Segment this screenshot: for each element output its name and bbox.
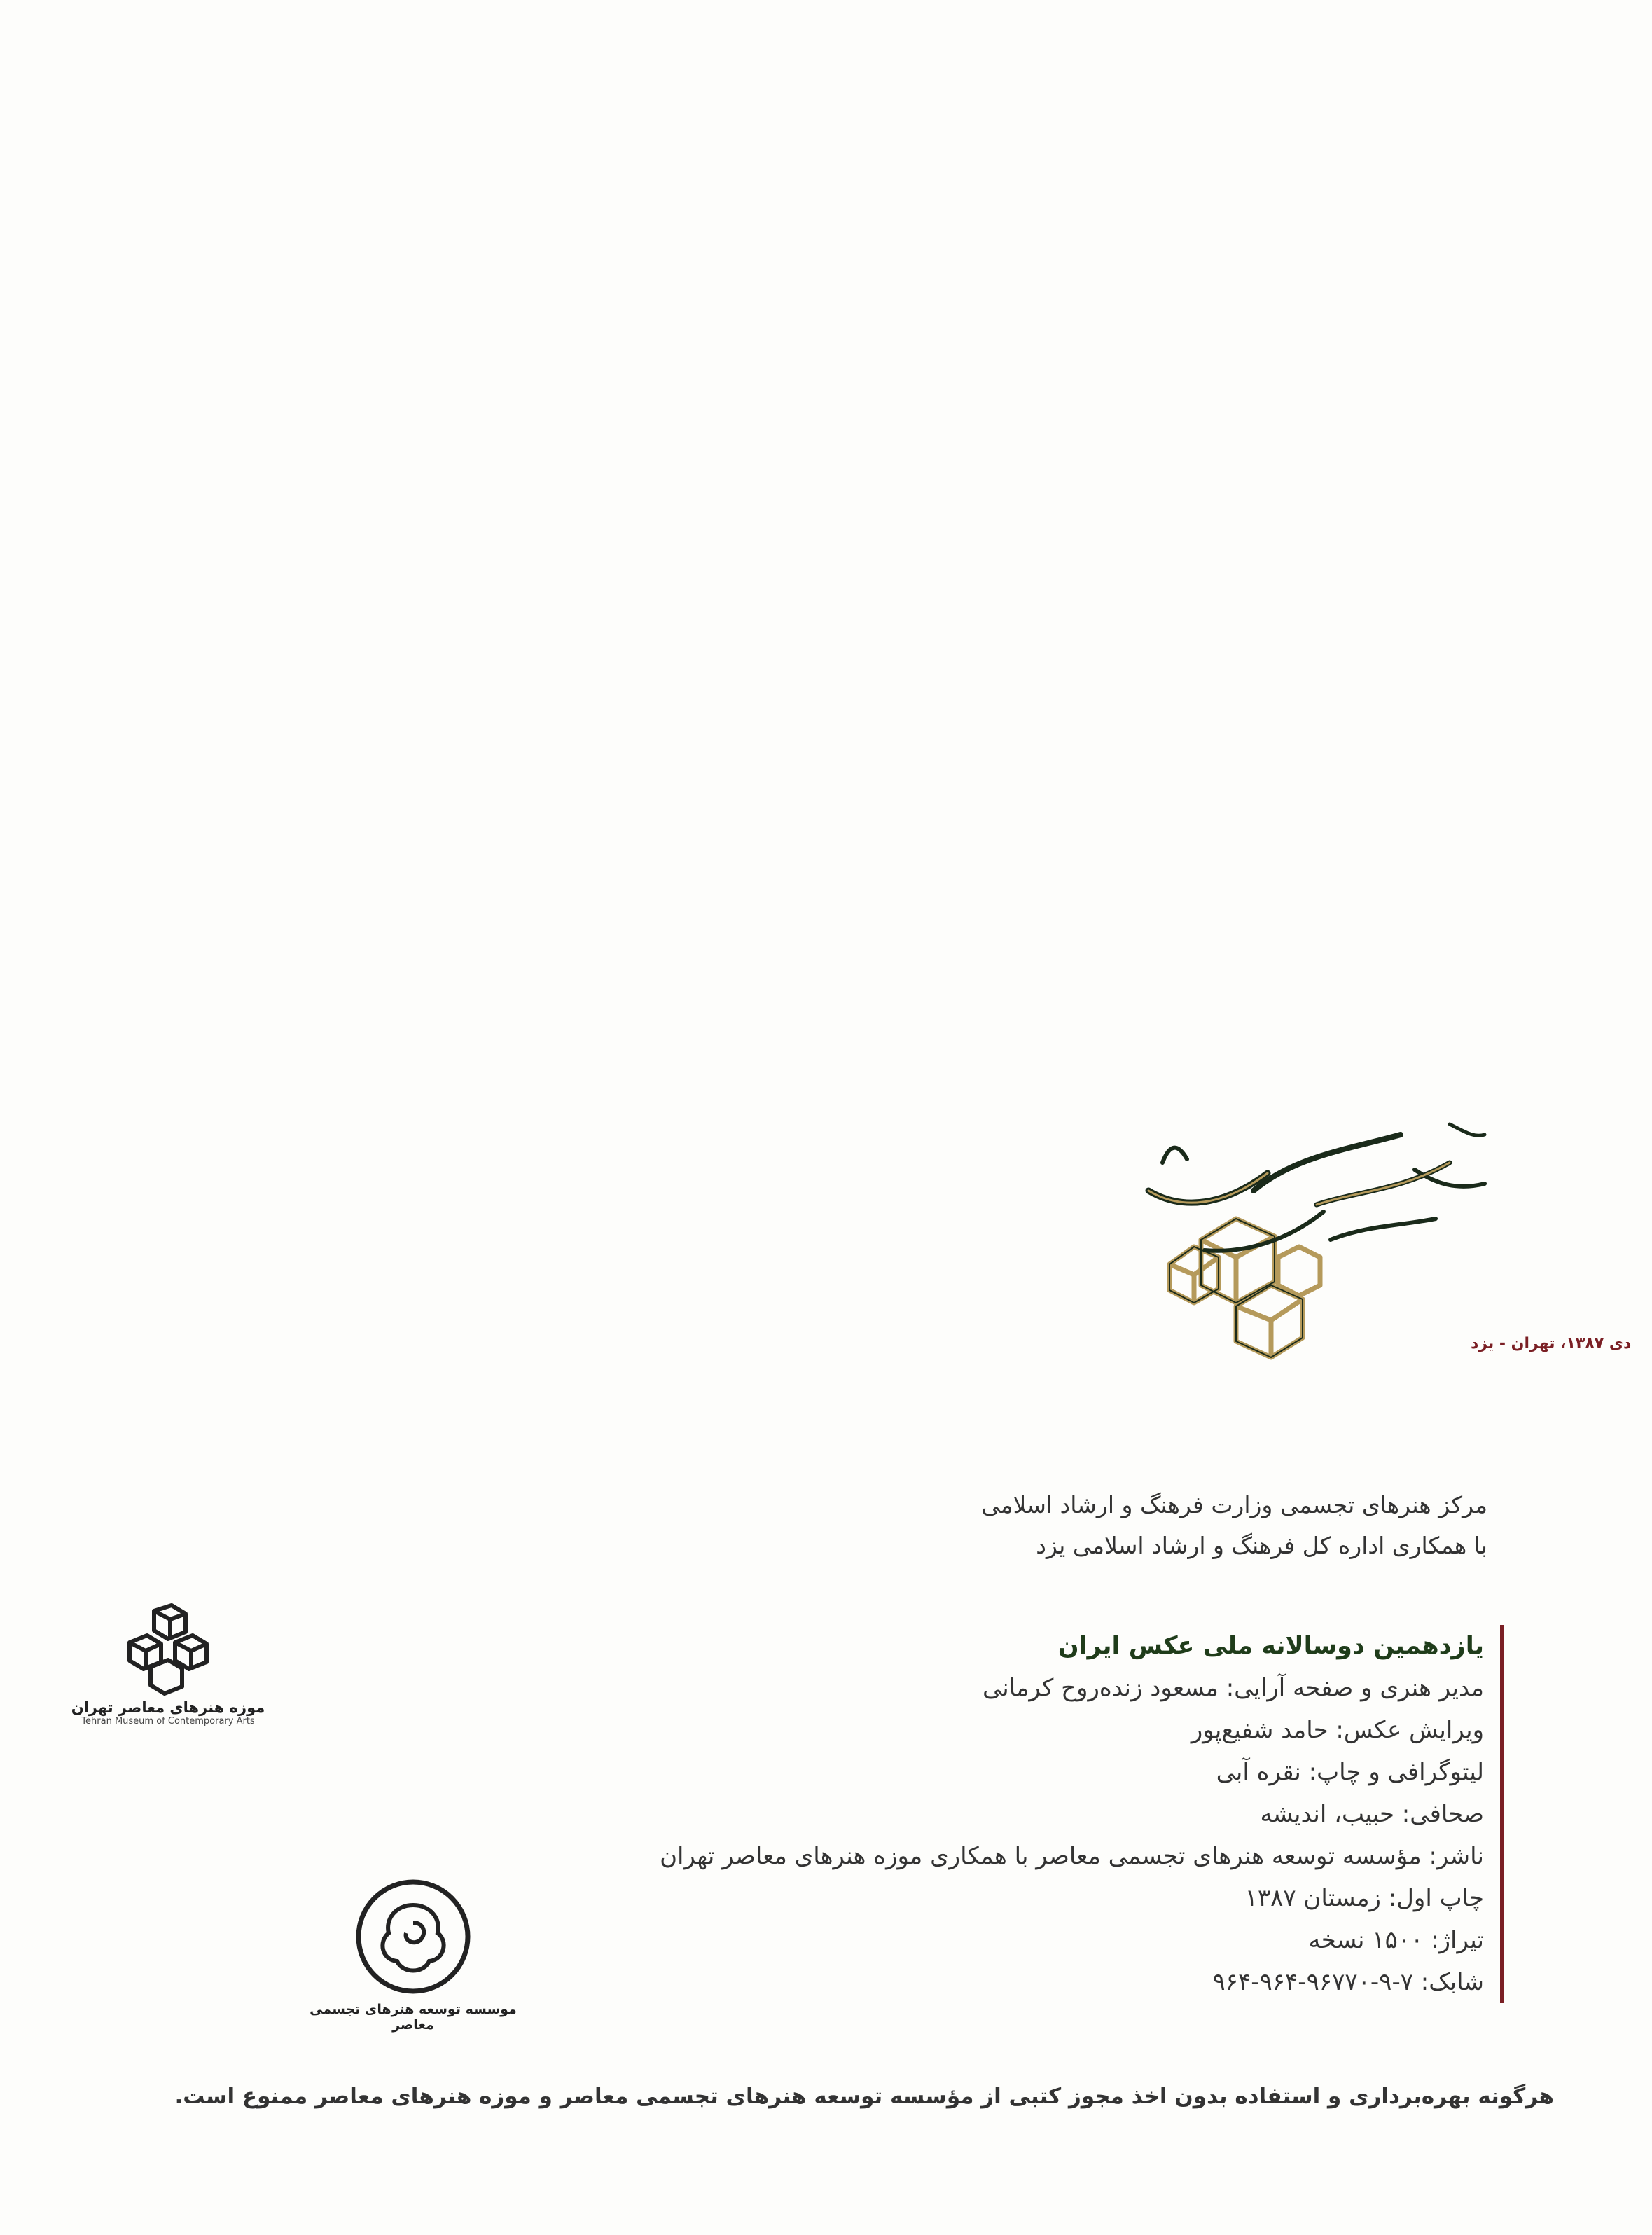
institute-emblem-icon — [354, 1877, 473, 1996]
credit-publisher: ناشر: مؤسسه توسعه هنرهای تجسمی معاصر با همکاری موزه هنرهای معاصر تهران — [660, 1842, 1484, 1870]
organizers — [717, 1485, 1487, 1566]
museum-name-en: Tehran Museum of Contemporary Arts — [81, 1716, 255, 1727]
calligraphy-strokes-icon — [1148, 1124, 1485, 1251]
credit-first-edition: چاپ اول: زمستان ۱۳۸۷ — [1244, 1884, 1484, 1912]
credit-binding: صحافی: حبیب، اندیشه — [1260, 1800, 1484, 1828]
credit-photo-editing: ویرایش عکس: حامد شفیع‌پور — [1191, 1716, 1484, 1744]
camera-cube-icon — [1169, 1219, 1320, 1357]
museum-cubes-icon — [116, 1604, 221, 1695]
copyright-notice: هرگونه بهره‌برداری و استفاده بدون اخذ مجوز کتبی از مؤسسه توسعه هنرهای تجسمی معاصر و موزه هنرهای معاصر ممنوع است. — [174, 2084, 1554, 2109]
credit-print-run: تیراژ: ۱۵۰۰ نسخه — [1308, 1926, 1484, 1954]
museum-logo — [56, 1604, 280, 1727]
organizer-line: با همکاری اداره کل فرهنگ و ارشاد اسلامی یزد — [1036, 1532, 1487, 1559]
organizer-line: مرکز هنرهای تجسمی وزارت فرهنگ و ارشاد اسلامی — [981, 1491, 1487, 1518]
institute-logo — [287, 1877, 539, 2033]
biennial-emblem-graphic — [1120, 1107, 1632, 1401]
credits-block — [433, 1625, 1504, 2003]
credit-isbn: شابک: ۷-۹-۹۶۷۷۰-۹۶۴-۹۶۴ — [1212, 1968, 1484, 1996]
credit-art-director: مدیر هنری و صفحه آرایی: مسعود زنده‌روح کرمانی — [982, 1674, 1484, 1702]
institute-name: موسسه توسعه هنرهای تجسمی معاصر — [310, 2002, 517, 2033]
museum-name-fa: موزه هنرهای معاصر تهران — [71, 1699, 265, 1716]
credit-printing: لیتوگرافی و چاپ: نقره آبی — [1216, 1758, 1484, 1786]
emblem-date-place: دی ۱۳۸۷، تهران - یزد — [1471, 1335, 1632, 1352]
credits-title: یازدهمین دوسالانه ملی عکس ایران — [1057, 1632, 1484, 1660]
biennial-emblem — [1120, 1107, 1632, 1401]
